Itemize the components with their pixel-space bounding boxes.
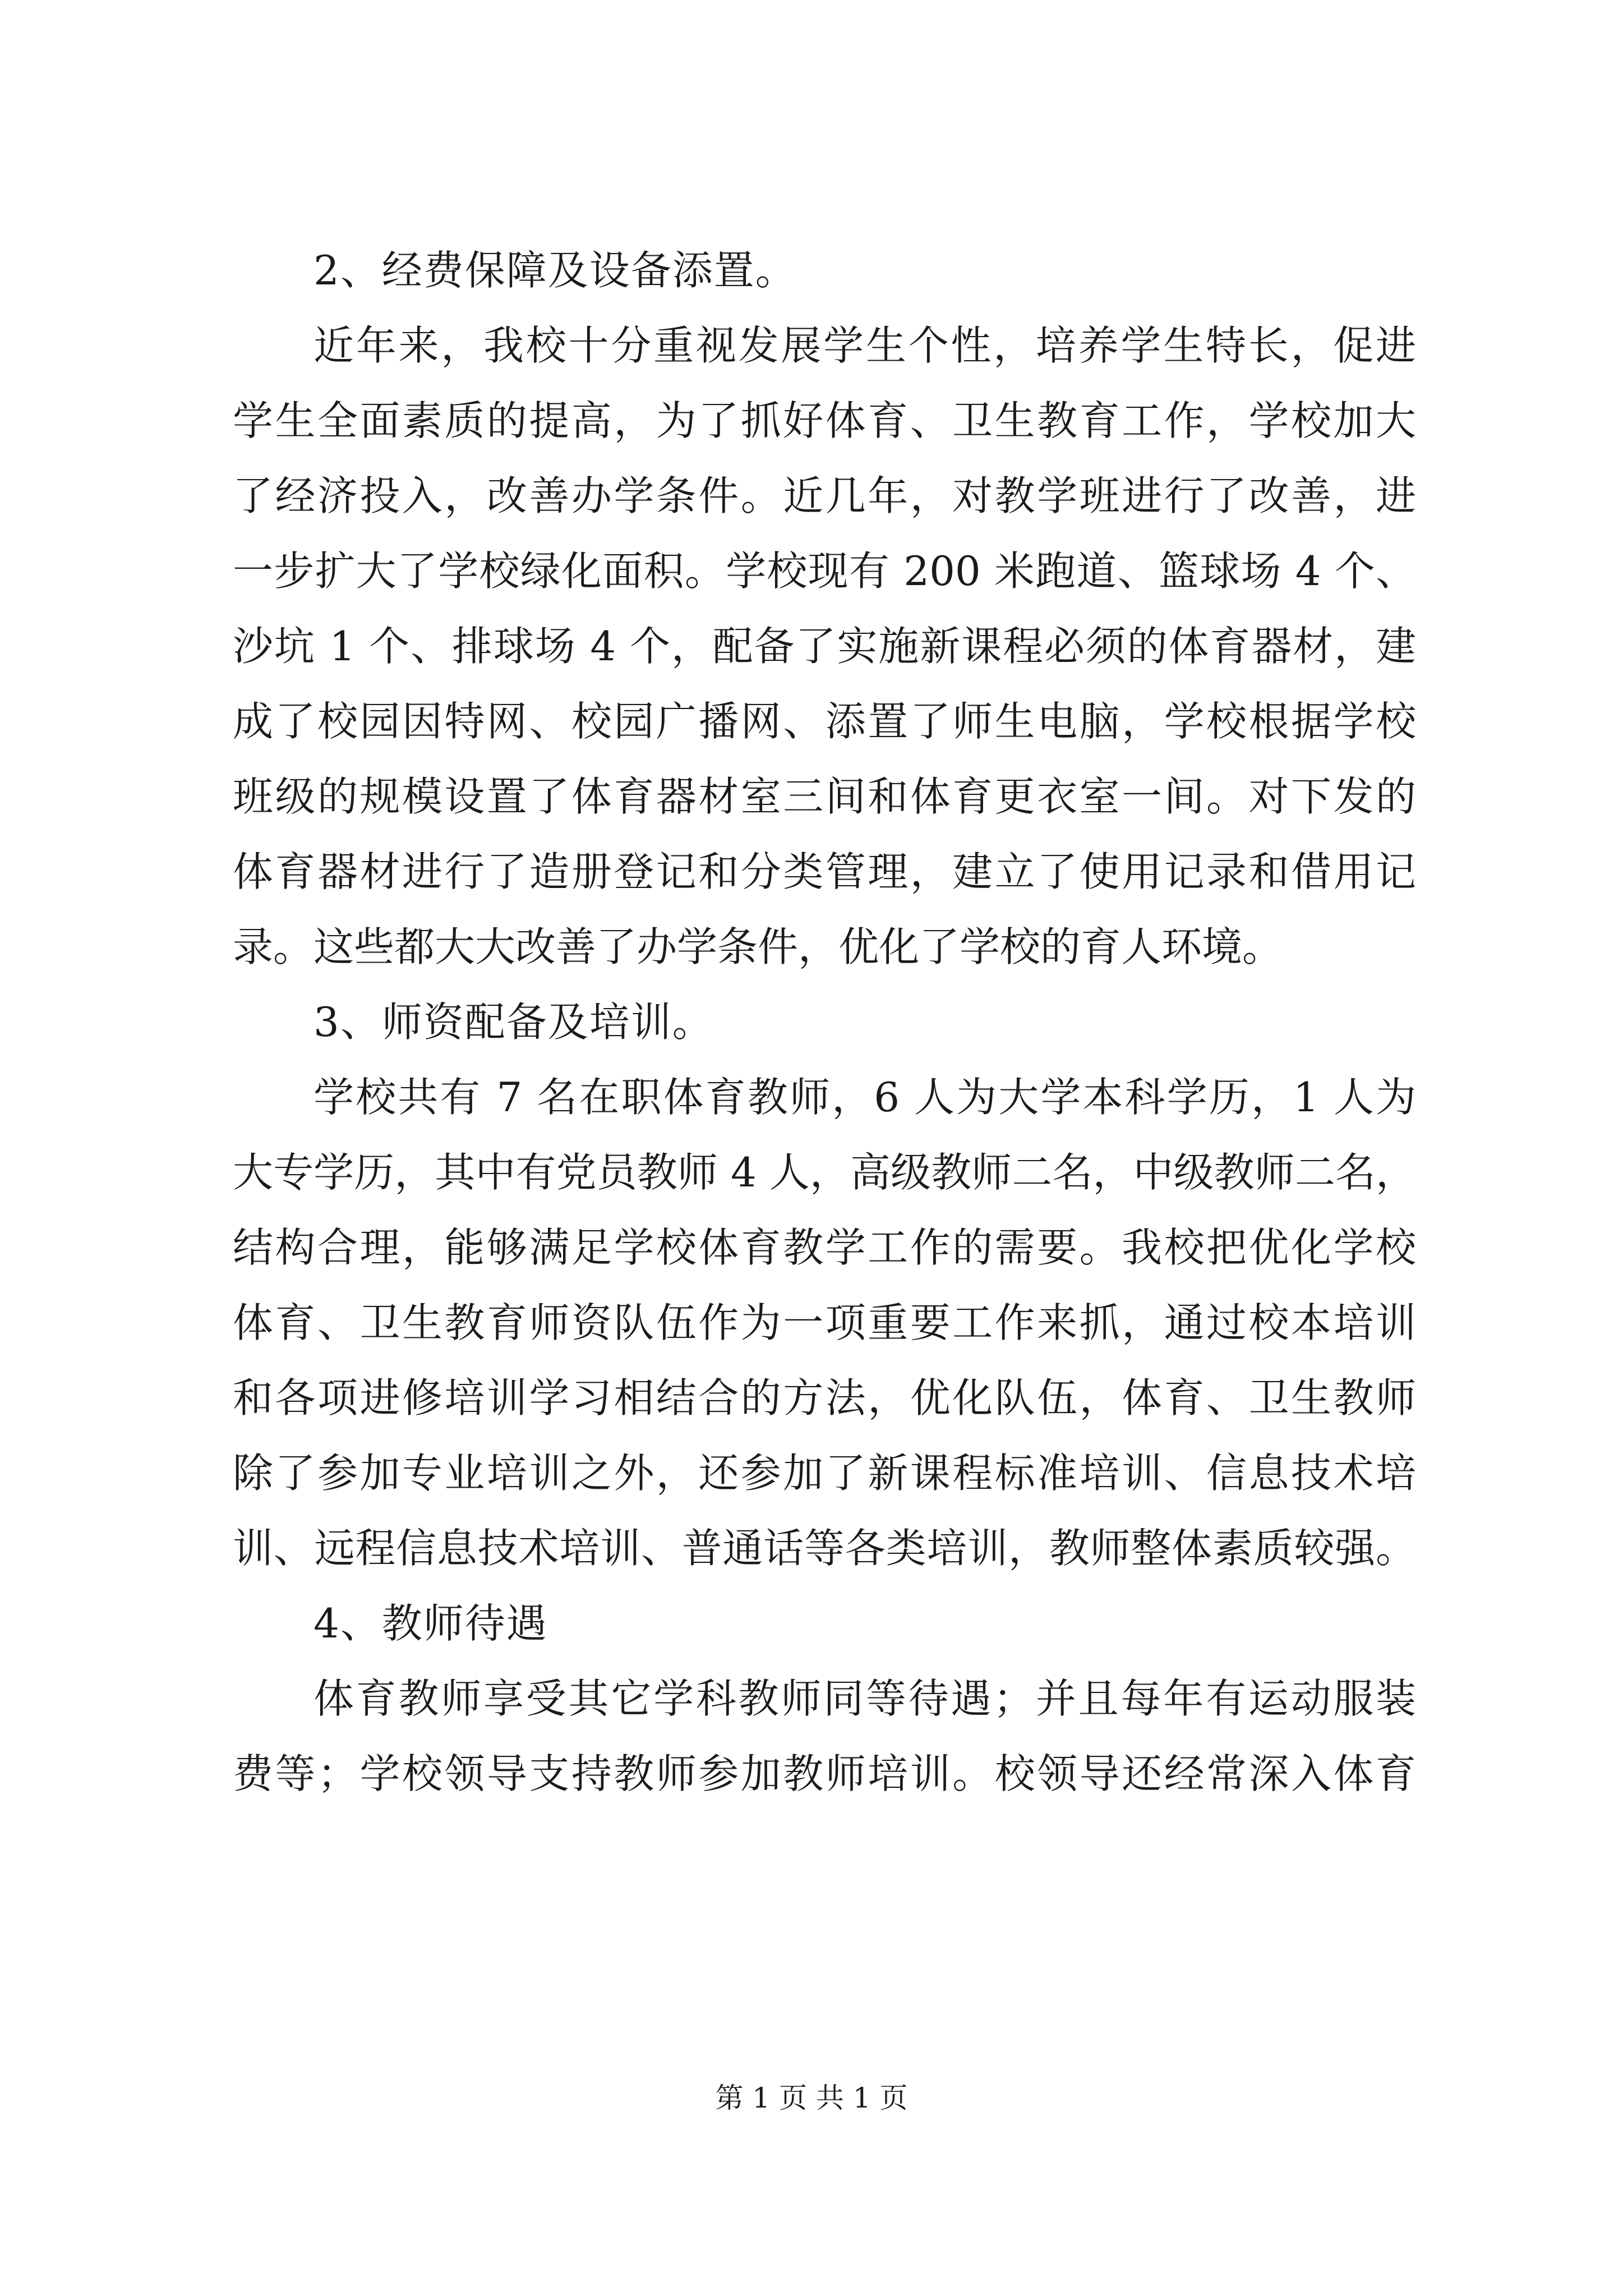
page-number-footer: 第 1 页 共 1 页 — [715, 2082, 908, 2114]
paragraph-line: 体育教师享受其它学科教师同等待遇；并且每年有运动服装 — [313, 1675, 1416, 1722]
paragraph-line: 学生全面素质的提高，为了抓好体育、卫生教育工作，学校加大 — [233, 397, 1416, 444]
paragraph-line: 学校共有 7 名在职体育教师，6 人为大学本科学历，1 人为 — [313, 1074, 1416, 1121]
paragraph-line: 除了参加专业培训之外，还参加了新课程标准培训、信息技术培 — [233, 1450, 1416, 1497]
section-heading-funding: 2、经费保障及设备添置。 — [313, 247, 797, 294]
document-body — [233, 233, 1416, 1811]
section-heading-treatment: 4、教师待遇 — [313, 1600, 548, 1647]
paragraph-line: 体育器材进行了造册登记和分类管理，建立了使用记录和借用记 — [233, 848, 1416, 895]
paragraph-line: 近年来，我校十分重视发展学生个性，培养学生特长，促进 — [313, 322, 1416, 369]
paragraph-line: 了经济投入，改善办学条件。近几年，对教学班进行了改善，进 — [233, 472, 1416, 519]
paragraph-line: 录。这些都大大改善了办学条件，优化了学校的育人环境。 — [233, 923, 1283, 970]
paragraph-line: 训、远程信息技术培训、普通话等各类培训，教师整体素质较强。 — [233, 1525, 1416, 1572]
paragraph-line: 班级的规模设置了体育器材室三间和体育更衣室一间。对下发的 — [233, 773, 1416, 820]
paragraph-line: 体育、卫生教育师资队伍作为一项重要工作来抓，通过校本培训 — [233, 1299, 1416, 1346]
paragraph-line: 大专学历，其中有党员教师 4 人，高级教师二名，中级教师二名， — [233, 1149, 1416, 1196]
paragraph-line: 一步扩大了学校绿化面积。学校现有 200 米跑道、篮球场 4 个、 — [233, 547, 1416, 595]
section-heading-teachers: 3、师资配备及培训。 — [313, 999, 714, 1046]
paragraph-line: 和各项进修培训学习相结合的方法，优化队伍，体育、卫生教师 — [233, 1374, 1416, 1421]
paragraph-line: 沙坑 1 个、排球场 4 个，配备了实施新课程必须的体育器材，建 — [233, 623, 1416, 670]
paragraph-line: 费等；学校领导支持教师参加教师培训。校领导还经常深入体育 — [233, 1750, 1416, 1797]
paragraph-line: 成了校园因特网、校园广播网、添置了师生电脑，学校根据学校 — [233, 698, 1416, 745]
paragraph-line: 结构合理，能够满足学校体育教学工作的需要。我校把优化学校 — [233, 1224, 1416, 1271]
